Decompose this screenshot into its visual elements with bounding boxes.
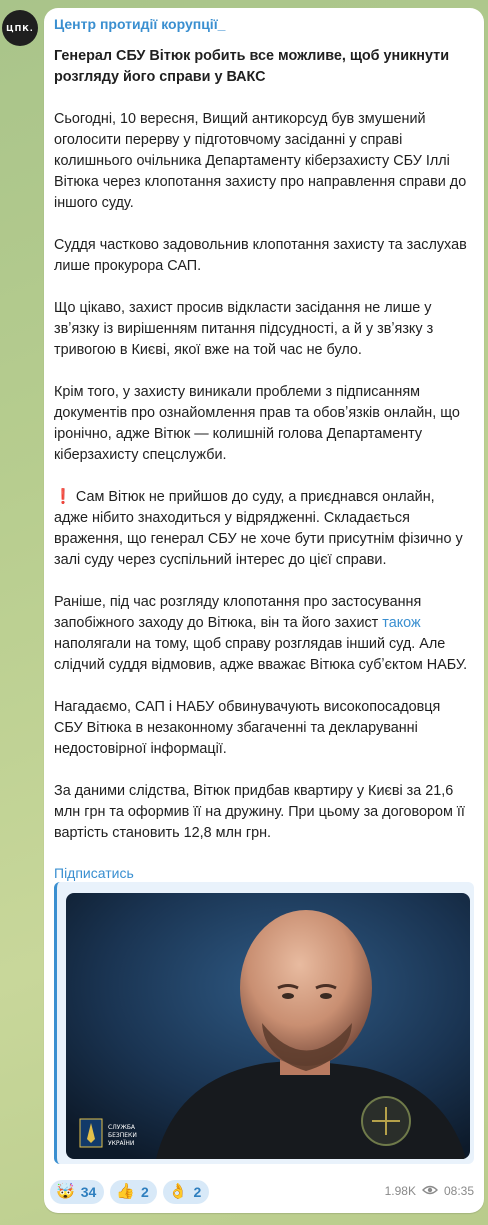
- paragraph-8: За даними слідства, Вітюк придбав квартиру у Києві за 21,6 млн грн та оформив її на дружину. При цьому за договором її вартість становить 12,8 млн грн.: [54, 783, 465, 841]
- paragraph-7: Нагадаємо, САП і НАБУ обвинувачують високопосадовця СБУ Вітюка в незаконному збагаченні та декларуванні недостовірної інформації.: [54, 699, 441, 757]
- portrait-image: [66, 893, 470, 1159]
- view-count: 1.98K: [384, 1184, 416, 1198]
- message-title: Генерал СБУ Вітюк робить все можливе, щоб уникнути розгляду його справи у ВАКС: [54, 48, 450, 85]
- logo-text-2: БЕЗПЕКИ: [108, 1132, 137, 1139]
- paragraph-1: Сьогодні, 10 вересня, Вищий антикорсуд був змушений оголосити перерву у підготовчому засіданні у справі колишнього очільника Департаменту кіберзахисту СБУ Іллі Вітюка через клопотання захисту про направлення справи до іншого суду.: [54, 111, 467, 211]
- paragraph-6-after: наполягали на тому, щоб справу розглядав інший суд. Але слідчий суддя відмовив, адже вважає Вітюка субʼєктом НАБУ.: [54, 636, 468, 673]
- reaction-count: 2: [140, 1184, 149, 1200]
- mind-blown-emoji-icon: 🤯: [56, 1183, 75, 1200]
- logo-text-1: СЛУЖБА: [108, 1124, 136, 1131]
- channel-avatar[interactable]: ЦПК.: [2, 10, 38, 46]
- eye-icon: [422, 1184, 438, 1198]
- reaction-thumbs-up[interactable]: [110, 1180, 156, 1204]
- paragraph-6-before: Раніше, під час розгляду клопотання про застосування запобіжного заходу до Вітюка, він та його захист: [54, 594, 422, 631]
- paragraph-5-text: Сам Вітюк не прийшов до суду, а приєднався онлайн, адже нібито знаходиться у відрядженні. Складається враження, що генерал СБУ не хоче бути присутнім фізично у залі суду через суспільний інтерес до цієї справи.: [54, 489, 463, 568]
- thumbs-up-emoji-icon: 👍: [116, 1183, 135, 1200]
- message-text: [54, 46, 472, 883]
- paragraph-2: Суддя частково задовольнив клопотання захисту та заслухав лише прокурора САП.: [54, 237, 467, 274]
- link-preview[interactable]: [54, 882, 474, 1164]
- channel-name[interactable]: Центр протидії корупції_: [54, 16, 226, 32]
- paragraph-6: [54, 592, 472, 676]
- logo-text-3: УКРАЇНИ: [108, 1140, 135, 1147]
- message-time: 08:35: [443, 1184, 474, 1198]
- reaction-mind-blown[interactable]: [50, 1180, 104, 1204]
- preview-photo[interactable]: [66, 893, 470, 1159]
- reaction-count: 34: [80, 1184, 97, 1200]
- reactions-bar: [50, 1180, 209, 1204]
- ok-hand-emoji-icon: 👌: [168, 1183, 188, 1200]
- exclamation-emoji-icon: ❗: [54, 489, 72, 505]
- message-bubble: [44, 8, 484, 1213]
- paragraph-5: [54, 487, 472, 571]
- reaction-ok-hand[interactable]: [163, 1180, 209, 1204]
- message-meta: [385, 1184, 474, 1198]
- paragraph-4: Крім того, у захисту виникали проблеми з підписанням документів про ознайомлення прав та обовʼязків онлайн, що іронічно, адже Вітюк — колишній голова Департаменту кіберзахисту спецслужби.: [54, 384, 460, 463]
- reaction-count: 2: [193, 1184, 202, 1200]
- also-link[interactable]: також: [382, 615, 421, 631]
- subscribe-link[interactable]: Підписатись: [54, 865, 134, 881]
- paragraph-3: Що цікаво, захист просив відкласти засідання не лише у звʼязку із вирішенням питання підсудності, а й у звʼязку з тривогою в Києві, якої вже на той час не було.: [54, 300, 434, 358]
